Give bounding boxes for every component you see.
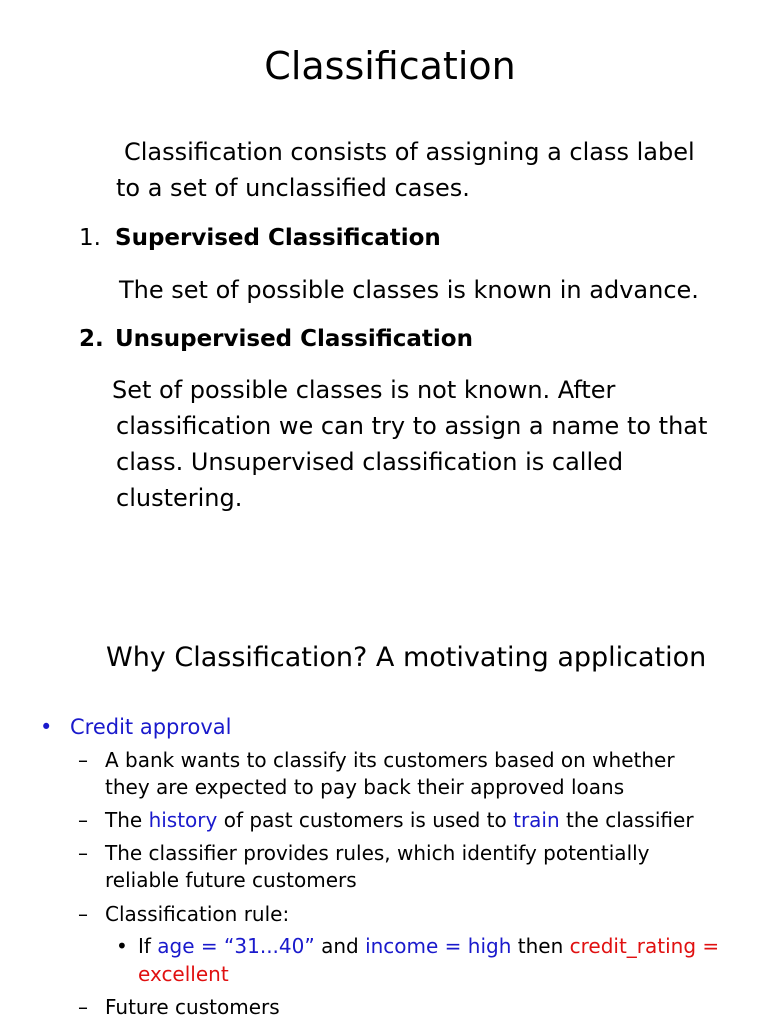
dash-rules-line-1: The classifier provides rules, which identify potentially <box>105 841 650 865</box>
dash-rules-line-2: reliable future customers <box>105 868 357 892</box>
keyword-train: train <box>513 808 560 832</box>
dash-icon: – <box>78 902 88 926</box>
supervised-description: The set of possible classes is known in advance. <box>119 276 699 304</box>
supervised-heading-text: Supervised Classification <box>115 225 441 251</box>
dash-item-rules <box>78 840 738 894</box>
rule-income: income = high <box>365 934 512 958</box>
rule-age: age = “31...40” <box>157 934 315 958</box>
supervised-heading <box>79 222 441 254</box>
unsupervised-line-1: Set of possible classes is not known. After <box>112 376 616 404</box>
dash-bank-line-1: A bank wants to classify its customers based on whether <box>105 748 675 772</box>
dash-classification-rule-text: Classification rule: <box>105 902 290 926</box>
rule-and: and <box>314 934 366 958</box>
rule-example <box>116 932 736 988</box>
unsupervised-description <box>112 372 752 516</box>
dash-item-bank <box>78 747 738 801</box>
bullet-credit-approval-text: Credit approval <box>70 715 232 739</box>
rule-credit-rating: credit_rating = excellent <box>138 934 720 986</box>
dash-icon: – <box>78 808 88 832</box>
dash-item-history <box>78 807 738 834</box>
dash-history-text <box>105 807 738 834</box>
dash-history-b: of past customers is used to <box>217 808 514 832</box>
unsupervised-heading-text: Unsupervised Classification <box>115 326 473 352</box>
unsupervised-line-4: clustering. <box>116 484 243 512</box>
unsupervised-heading <box>79 323 473 355</box>
intro-line-1: Classification consists of assigning a class label <box>124 138 695 166</box>
dash-item-classification-rule <box>78 901 738 928</box>
dash-bank-line-2: they are expected to pay back their approved loans <box>105 775 625 799</box>
slide-title-2: Why Classification? A motivating application <box>106 642 707 673</box>
bullet-credit-approval <box>40 713 232 741</box>
dash-history-a: The <box>105 808 149 832</box>
slide-title: Classification <box>264 44 516 88</box>
sub-bullet-dot-icon: • <box>116 934 128 958</box>
dash-item-future-customers <box>78 994 738 1021</box>
rule-example-text <box>138 932 736 988</box>
dash-history-c: the classifier <box>559 808 694 832</box>
keyword-history: history <box>148 808 218 832</box>
item-number-2: 2. <box>79 326 104 352</box>
rule-then: then <box>511 934 570 958</box>
item-number-1: 1. <box>79 225 101 251</box>
rule-if: If <box>138 934 158 958</box>
dash-icon: – <box>78 995 88 1019</box>
dash-icon: – <box>78 748 88 772</box>
bullet-dot-icon: • <box>40 715 53 739</box>
unsupervised-line-3: class. Unsupervised classification is called <box>116 448 624 476</box>
unsupervised-line-2: classification we can try to assign a name to that <box>116 412 708 440</box>
dash-icon: – <box>78 841 88 865</box>
intro-paragraph <box>116 134 756 206</box>
intro-line-2: to a set of unclassified cases. <box>116 174 470 202</box>
dash-future-customers-text: Future customers <box>105 995 280 1019</box>
